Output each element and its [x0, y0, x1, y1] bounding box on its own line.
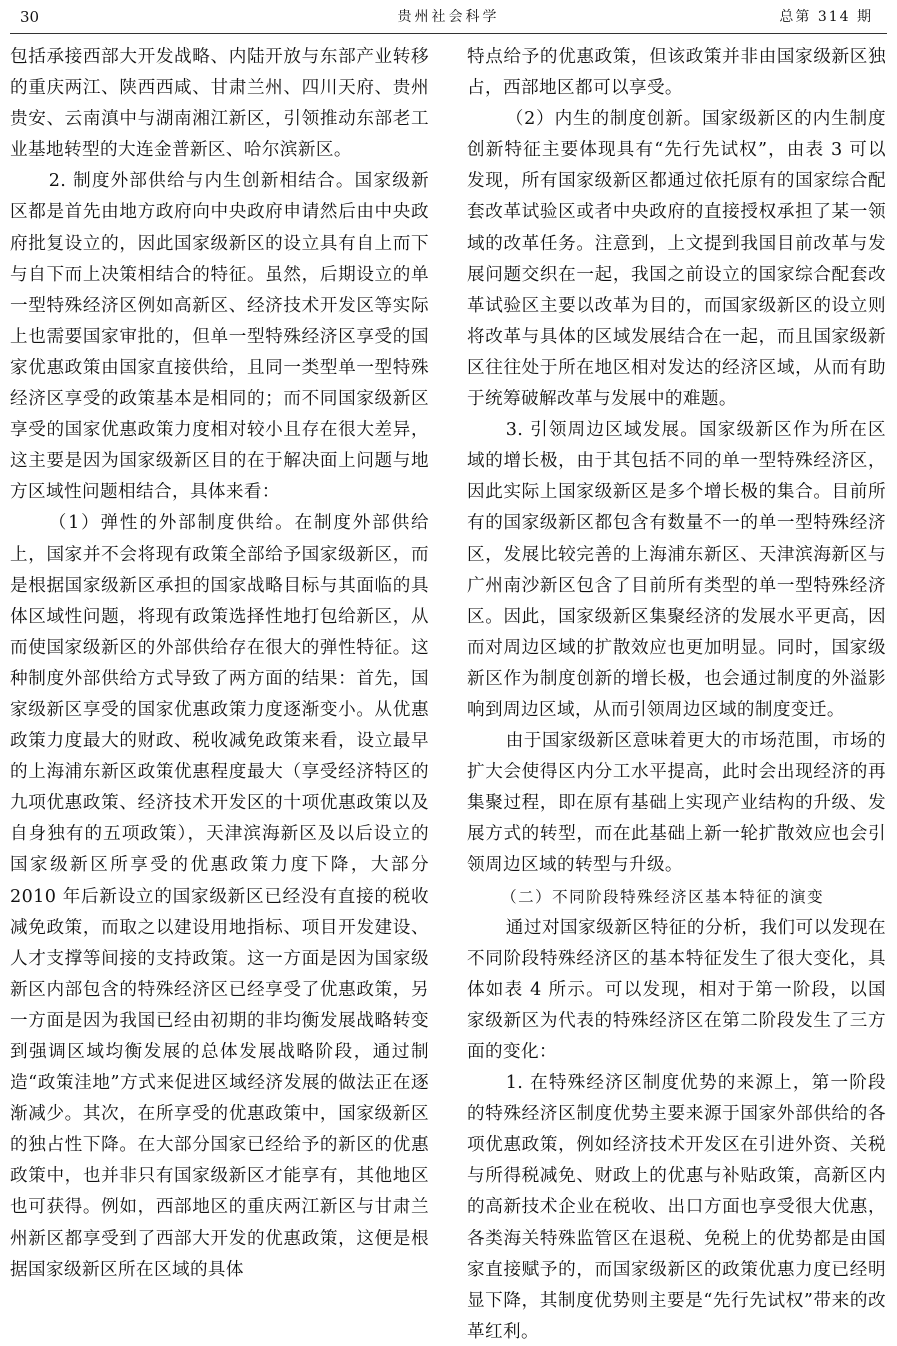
issue-number: 总第 314 期: [779, 9, 873, 25]
paragraph: （2）内生的制度创新。国家级新区的内生制度创新特征主要体现具有“先行先试权”，由表 3 可以发现，所有国家级新区都通过依托原有的国家综合配套改革试验区或者中央政府的直接授权承担了某一领域的改革任务。注意到，上文提到我国目前改革与发展问题交织在一起，我国之前设立的国家综合配套改革试验区主要以改革为目的，而国家级新区的设立则将改革与具体的区域发展结合在一起，而且国家级新区往往处于所在地区相对发达的经济区域，从而有助于统筹破解改革与发展中的难题。: [467, 109, 886, 410]
page-header: [10, 4, 887, 30]
journal-title: 贵州社会科学: [397, 9, 500, 25]
paragraph: 包括承接西部大开发战略、内陆开放与东部产业转移的重庆两江、陕西西咸、甘肃兰州、四川天府、贵州贵安、云南滇中与湖南湘江新区，引领推动东部老工业基地转型的大连金普新区、哈尔滨新区。: [10, 47, 429, 161]
paragraph: 由于国家级新区意味着更大的市场范围，市场的扩大会使得区内分工水平提高，此时会出现经济的再集聚过程，即在原有基础上实现产业结构的升级、发展方式的转型，而在此基础上新一轮扩散效应也会引领周边区域的转型与升级。: [467, 731, 886, 876]
left-column: [10, 42, 429, 1342]
paragraph: （1）弹性的外部制度供给。在制度外部供给上，国家并不会将现有政策全部给予国家级新区，而是根据国家级新区承担的国家战略目标与其面临的具体区域性问题，将现有政策选择性地打包给新区，从而使国家级新区的外部供给存在很大的弹性特征。这种制度外部供给方式导致了两方面的结果：首先，国家级新区享受的国家优惠政策力度逐渐变小。从优惠政策力度最大的财政、税收减免政策来看，设立最早的上海浦东新区政策优惠程度最大（享受经济特区的九项优惠政策、经济技术开发区的十项优惠政策以及自身独有的五项政策），天津滨海新区及以后设立的国家级新区所享受的优惠政策力度下降，大部分 2010 年后新设立的国家级新区已经没有直接的税收减免政策，而取之以建设用地指标、项目开发建设、人才支撑等间接的支持政策。这一方面是因为国家级新区内部包含的特殊经济区已经享受了优惠政策，另一方面是因为我国已经由初期的非均衡发展战略转变到强调区域均衡发展的总体发展战略阶段，通过制造“政策洼地”方式来促进区域经济发展的做法正在逐渐减少。其次，在所享受的优惠政策中，国家级新区的独占性下降。在大部分国家已经给予的新区的优惠政策中，也并非只有国家级新区才能享有，其他地区也可获得。例如，西部地区的重庆两江新区与甘肃兰州新区都享受到了西部大开发的优惠政策，这便是根据国家级新区所在区域的具体: [10, 513, 429, 1280]
paragraph: 2. 制度外部供给与内生创新相结合。国家级新区都是首先由地方政府向中央政府申请然后由中央政府批复设立的，因此国家级新区的设立具有自上而下与自下而上决策相结合的特征。虽然，后期设立的单一型特殊经济区例如高新区、经济技术开发区等实际上也需要国家审批的，但单一型特殊经济区享受的国家优惠政策由国家直接供给，且同一类型单一型特殊经济区享受的政策基本是相同的；而不同国家级新区享受的国家优惠政策力度相对较小且存在很大差异，这主要是因为国家级新区目的在于解决面上问题与地方区域性问题相结合，具体来看：: [10, 171, 429, 503]
paragraph: 通过对国家级新区特征的分析，我们可以发现在不同阶段特殊经济区的基本特征发生了很大变化，具体如表 4 所示。可以发现，相对于第一阶段，以国家级新区为代表的特殊经济区在第二阶段发生了三方面的变化：: [467, 917, 886, 1062]
paragraph: 1. 在特殊经济区制度优势的来源上，第一阶段的特殊经济区制度优势主要来源于国家外部供给的各项优惠政策，例如经济技术开发区在引进外资、关税与所得税减免、财政上的优惠与补贴政策，高新区内的高新技术企业在税收、出口方面也享受很大优惠，各类海关特殊监管区在退税、免税上的优势都是由国家直接赋予的，而国家级新区的政策优惠力度已经明显下降，其制度优势则主要是“先行先试权”带来的改革红利。: [467, 1073, 886, 1342]
right-column: [467, 42, 886, 1342]
page-number: 30: [20, 8, 40, 26]
paragraph: 3. 引领周边区域发展。国家级新区作为所在区域的增长极，由于其包括不同的单一型特殊经济区，因此实际上国家级新区是多个增长极的集合。目前所有的国家级新区都包含有数量不一的单一型特殊经济区，发展比较完善的上海浦东新区、天津滨海新区与广州南沙新区包含了目前所有类型的单一型特殊经济区。因此，国家级新区集聚经济的发展水平更高，因而对周边区域的扩散效应也更加明显。同时，国家级新区作为制度创新的增长极，也会通过制度的外溢影响到周边区域，从而引领周边区域的制度变迁。: [467, 420, 886, 720]
paragraph: 特点给予的优惠政策，但该政策并非由国家级新区独占，西部地区都可以享受。: [467, 47, 886, 99]
section-heading: （二）不同阶段特殊经济区基本特征的演变: [501, 887, 825, 906]
header-rule: [10, 33, 887, 34]
